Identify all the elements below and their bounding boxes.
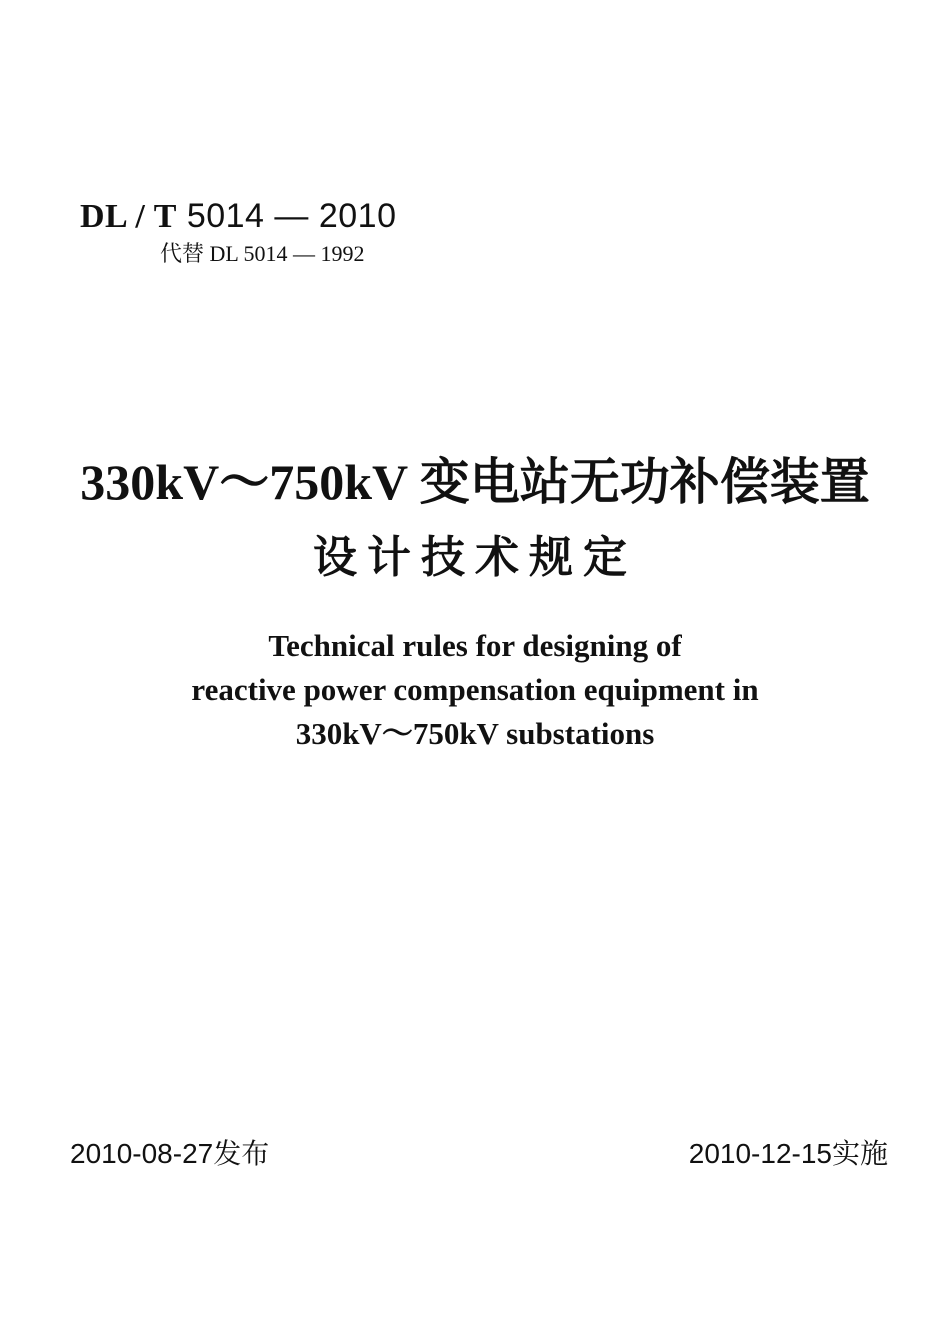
standard-code (80, 196, 410, 237)
standard-header (80, 196, 410, 266)
issue-date: 2010-08-27发布 (70, 1138, 270, 1169)
standard-number: 5014 — 2010 (186, 197, 397, 235)
implementation-date: 2010-12-15实施 (688, 1138, 888, 1169)
english-title-line-3: 330kV～750kV substations (295, 716, 655, 751)
english-title-line-2: reactive power compensation equipment in (191, 672, 759, 707)
standard-prefix: DL / T (80, 198, 177, 235)
chinese-title-line-1: 330kV～750kV 变电站无功补偿装置 (80, 454, 870, 510)
english-title-line-1: Technical rules for designing of (268, 628, 682, 663)
chinese-title-line-2: 设计技术规定 (313, 532, 637, 583)
replaces-standard: 代替 DL 5014 — 1992 (160, 241, 365, 266)
